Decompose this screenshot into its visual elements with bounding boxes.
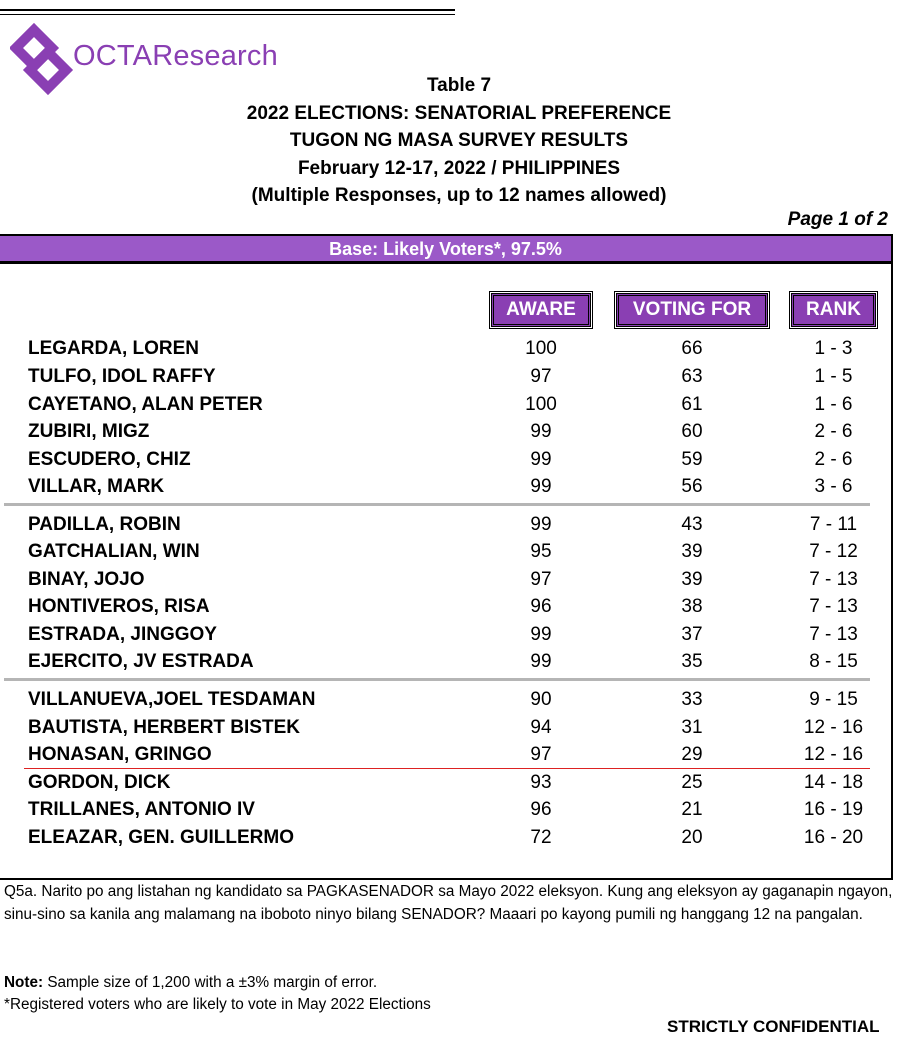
table-row: [0, 648, 890, 675]
responses-line: (Multiple Responses, up to 12 names allowed): [251, 185, 667, 206]
table-row: [0, 363, 890, 390]
group-divider: [4, 503, 870, 506]
question-text: Q5a. Narito po ang listahan ng kandidato sa PAGKASENADOR sa Mayo 2022 eleksyon. Kung ang eleksyon ay gaganapin ngayon, sinu-sino sa kanila ang malamang na iboboto ninyo bilang SENADOR? Maaari po kayong pumili ng hanggang 12 na pangalan.: [4, 883, 893, 923]
rank-value: 7 - 13: [809, 596, 858, 617]
aware-value: 99: [530, 624, 552, 645]
voting-for-value: 60: [681, 421, 703, 442]
voting-for-value: 37: [681, 624, 703, 645]
column-header-voting-for: VOTING FOR: [616, 293, 768, 327]
aware-value: 93: [530, 772, 552, 793]
footnote: *Registered voters who are likely to vote in May 2022 Elections: [4, 996, 431, 1013]
table-row: [0, 796, 890, 823]
candidate-name: GATCHALIAN, WIN: [28, 541, 200, 562]
table-row: [0, 335, 890, 362]
aware-value: 99: [530, 476, 552, 497]
rank-value: 12 - 16: [803, 744, 864, 765]
aware-value: 99: [530, 421, 552, 442]
candidate-name: BAUTISTA, HERBERT BISTEK: [28, 717, 300, 738]
rank-value: 16 - 19: [803, 799, 864, 820]
group-divider: [4, 678, 870, 681]
voting-for-value: 25: [681, 772, 703, 793]
top-rule: [0, 9, 455, 15]
table-row: [0, 418, 890, 445]
rank-value: 2 - 6: [814, 421, 853, 442]
candidate-name: ESTRADA, JINGGOY: [28, 624, 217, 645]
table-row: [0, 446, 890, 473]
rank-value: 1 - 3: [814, 338, 853, 359]
base-bar: Base: Likely Voters*, 97.5%: [0, 236, 891, 264]
rank-value: 7 - 11: [809, 514, 858, 535]
candidate-name: LEGARDA, LOREN: [28, 338, 199, 359]
voting-for-value: 39: [681, 541, 703, 562]
rank-value: 7 - 12: [809, 541, 858, 562]
rank-value: 3 - 6: [814, 476, 853, 497]
note-label: Note:: [4, 974, 44, 991]
table-row: [0, 621, 890, 648]
date-line: February 12-17, 2022 / PHILIPPINES: [297, 157, 621, 179]
rank-value: 9 - 15: [809, 689, 858, 710]
voting-for-value: 43: [681, 514, 703, 535]
candidate-name: ELEAZAR, GEN. GUILLERMO: [28, 827, 294, 848]
candidate-name: TULFO, IDOL RAFFY: [28, 366, 216, 387]
aware-value: 99: [530, 514, 552, 535]
logo-text: OCTAResearch: [73, 40, 278, 72]
table-row: [0, 741, 890, 768]
candidate-name: PADILLA, ROBIN: [28, 514, 181, 535]
rank-value: 14 - 18: [803, 772, 864, 793]
title-line: 2022 ELECTIONS: SENATORIAL PREFERENCE: [246, 102, 672, 124]
voting-for-value: 33: [681, 689, 703, 710]
table-row: [0, 566, 890, 593]
aware-value: 99: [530, 651, 552, 672]
voting-for-value: 21: [681, 799, 703, 820]
aware-value: 96: [530, 799, 552, 820]
rank-value: 8 - 15: [809, 651, 858, 672]
candidate-name: HONASAN, GRINGO: [28, 744, 212, 765]
candidate-name: CAYETANO, ALAN PETER: [28, 394, 263, 415]
voting-for-value: 61: [681, 394, 703, 415]
aware-value: 99: [530, 449, 552, 470]
candidate-name: BINAY, JOJO: [28, 569, 145, 590]
table-row: [0, 824, 890, 851]
aware-value: 97: [530, 366, 552, 387]
rank-value: 7 - 13: [809, 624, 858, 645]
aware-value: 90: [530, 689, 552, 710]
table-row: [0, 391, 890, 418]
rank-value: 7 - 13: [809, 569, 858, 590]
table-row: [0, 473, 890, 500]
note-text: Sample size of 1,200 with a ±3% margin of error.: [43, 974, 378, 991]
aware-value: 94: [530, 717, 552, 738]
aware-value: 100: [525, 338, 557, 359]
aware-value: 72: [530, 827, 552, 848]
aware-value: 97: [530, 569, 552, 590]
subtitle-line: TUGON NG MASA SURVEY RESULTS: [289, 130, 629, 151]
rank-value: 2 - 6: [814, 449, 853, 470]
confidential-label: STRICTLY CONFIDENTIAL: [667, 1017, 880, 1036]
rank-value: 1 - 6: [814, 394, 853, 415]
aware-value: 100: [525, 394, 557, 415]
voting-for-value: 56: [681, 476, 703, 497]
column-header-aware: AWARE: [491, 293, 591, 327]
page-label: Page 1 of 2: [787, 209, 888, 230]
table-number: Table 7: [426, 75, 492, 96]
note-line: [4, 972, 431, 994]
title-block: [0, 72, 918, 210]
aware-value: 95: [530, 541, 552, 562]
table-row: [0, 686, 890, 713]
voting-for-value: 35: [681, 651, 703, 672]
voting-for-value: 59: [681, 449, 703, 470]
candidate-name: EJERCITO, JV ESTRADA: [28, 651, 254, 672]
candidate-name: VILLANUEVA,JOEL TESDAMAN: [28, 689, 316, 710]
voting-for-value: 20: [681, 827, 703, 848]
table-row: [0, 714, 890, 741]
candidate-name: ZUBIRI, MIGZ: [28, 421, 150, 442]
voting-for-value: 66: [681, 338, 703, 359]
cutoff-line: [24, 768, 870, 769]
column-header-rank: RANK: [791, 293, 876, 327]
voting-for-value: 38: [681, 596, 703, 617]
voting-for-value: 63: [681, 366, 703, 387]
table-row: [0, 593, 890, 620]
voting-for-value: 29: [681, 744, 703, 765]
rank-value: 12 - 16: [803, 717, 864, 738]
aware-value: 96: [530, 596, 552, 617]
rank-value: 16 - 20: [803, 827, 864, 848]
candidate-name: GORDON, DICK: [28, 772, 171, 793]
candidate-name: TRILLANES, ANTONIO IV: [28, 799, 255, 820]
aware-value: 97: [530, 744, 552, 765]
voting-for-value: 31: [681, 717, 703, 738]
note: [4, 972, 431, 1016]
voting-for-value: 39: [681, 569, 703, 590]
candidate-name: ESCUDERO, CHIZ: [28, 449, 191, 470]
table-row: [0, 769, 890, 796]
candidate-name: VILLAR, MARK: [28, 476, 165, 497]
table-row: [0, 538, 890, 565]
table-row: [0, 511, 890, 538]
candidate-name: HONTIVEROS, RISA: [28, 596, 210, 617]
rank-value: 1 - 5: [814, 366, 853, 387]
